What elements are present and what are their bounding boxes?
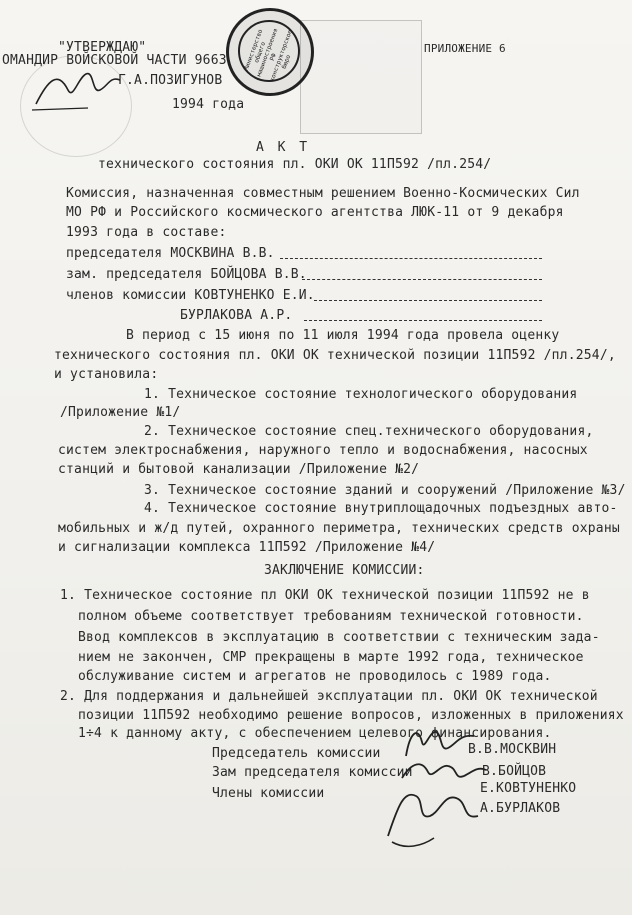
conclusion-line: нием не закончен, СМР прекращены в марте 1992 года, техническое [78, 650, 584, 665]
act-title: А К Т [256, 140, 311, 155]
appendix-label: ПРИЛОЖЕНИЕ 6 [424, 42, 506, 55]
conclusion-line: 2. Для поддержания и дальнейшей эксплуатации пл. ОКИ ОК технической [60, 689, 598, 704]
finding-item: 2. Техническое состояние спец.технического оборудования, [144, 424, 594, 439]
conclusion-heading: ЗАКЛЮЧЕНИЕ КОМИССИИ: [264, 563, 425, 578]
act-subtitle: технического состояния пл. ОКИ ОК 11П592 /пл.254/ [98, 157, 492, 172]
fill-line [304, 320, 542, 321]
finding-item: 4. Техническое состояние внутриплощадочных подъездных авто- [144, 501, 618, 516]
member-chair: председателя МОСКВИНА В.В. [66, 246, 275, 261]
approval-signature [28, 60, 128, 115]
seal-text: Министерство общего машиностроения РФ конструкторское бюро [242, 27, 294, 83]
conclusion-line: полном объеме соответствует требованиям технической готовности. [78, 609, 584, 624]
signature-role: Председатель комиссии [212, 746, 381, 761]
finding-item: и сигнализации комплекса 11П592 /Приложение №4/ [58, 540, 436, 555]
body-line: В период с 15 июня по 11 июля 1994 года провела оценку [126, 328, 560, 343]
approver-name: Г.А.ПОЗИГУНОВ [118, 73, 223, 88]
commander-line: ОМАНДИР ВОЙСКОВОЙ ЧАСТИ 9663 [2, 53, 227, 68]
conclusion-line: обслуживание систем и агрегатов не проводилось с 1989 года. [78, 669, 552, 684]
finding-item: 3. Техническое состояние зданий и сооружений /Приложение №3/ [144, 483, 626, 498]
finding-item: мобильных и ж/д путей, охранного периметра, технических средств охраны [58, 521, 620, 536]
signature-role: Члены комиссии [212, 786, 325, 801]
fill-line [314, 300, 542, 301]
member-signature [378, 776, 488, 856]
signature-name: В.В.МОСКВИН [468, 742, 557, 757]
conclusion-line: 1. Техническое состояние пл ОКИ ОК технической позиции 11П592 не в [60, 588, 590, 603]
finding-item: /Приложение №1/ [60, 405, 181, 420]
member-burl: БУРЛАКОВА А.Р. [180, 308, 293, 323]
fill-line [280, 258, 542, 259]
signature-name: Е.КОВТУНЕНКО [480, 781, 577, 796]
registration-stamp [300, 20, 422, 134]
finding-item: 1. Техническое состояние технологического оборудования [144, 387, 578, 402]
approval-year: 1994 года [172, 97, 245, 112]
signature-name: А.БУРЛАКОВ [480, 801, 561, 816]
body-line: Комиссия, назначенная совместным решением Военно-Космических Сил [66, 186, 580, 201]
conclusion-line: Ввод комплексов в эксплуатацию в соответствии с техническим зада- [78, 630, 600, 645]
signature-name: В.БОЙЦОВ [482, 764, 547, 779]
member-deputy: зам. председателя БОЙЦОВА В.В. [66, 267, 307, 282]
signature-role: Зам председателя комиссии [212, 765, 413, 780]
member-ovt: членов комиссии КОВТУНЕНКО Е.И. [66, 288, 315, 303]
body-line: и установила: [54, 367, 159, 382]
finding-item: станций и бытовой канализации /Приложение №2/ [58, 462, 420, 477]
finding-item: систем электроснабжения, наружного тепло и водоснабжения, насосных [58, 443, 588, 458]
round-seal-stamp [226, 8, 314, 96]
fill-line [302, 279, 542, 280]
body-line: технического состояния пл. ОКИ ОК технической позиции 11П592 /пл.254/, [54, 348, 616, 363]
body-line: МО РФ и Российского космического агентства ЛЮК-11 от 9 декабря [66, 205, 564, 220]
conclusion-line: позиции 11П592 необходимо решение вопросов, изложенных в приложениях [78, 708, 624, 723]
body-line: 1993 года в составе: [66, 225, 227, 240]
approve-label: "УТВЕРЖДАЮ" [58, 40, 147, 55]
conclusion-line: 1÷4 к данному акту, с обеспечением целевого финансирования. [78, 726, 552, 741]
